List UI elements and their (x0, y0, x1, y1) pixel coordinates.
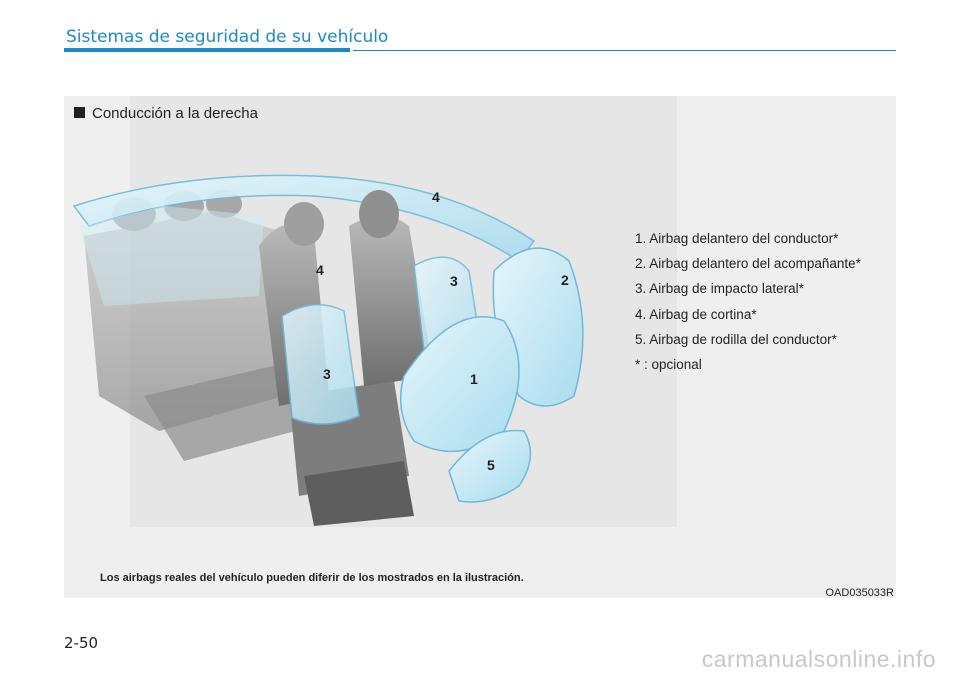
airbag-legend (635, 226, 861, 377)
header-rule-thick (64, 48, 350, 52)
figure-caption: Los airbags reales del vehículo pueden diferir de los mostrados en la ilustración. (100, 572, 524, 584)
figure-heading (74, 105, 258, 122)
section-title: Sistemas de seguridad de su vehículo (66, 27, 389, 47)
callout-1: 1 (470, 371, 478, 387)
side-airbag-driver (282, 305, 359, 424)
callout-4-side: 4 (316, 262, 324, 278)
square-bullet-icon (74, 107, 85, 118)
figure-heading-text: Conducción a la derecha (92, 105, 258, 122)
callout-2: 2 (561, 272, 569, 288)
callout-5: 5 (487, 457, 495, 473)
callout-3-passenger: 3 (450, 273, 458, 289)
legend-note: * : opcional (635, 357, 702, 373)
legend-item: 2. Airbag delantero del acompañante* (635, 256, 861, 272)
page-number: 2-50 (64, 634, 99, 652)
airbag-figure (64, 96, 896, 598)
legend-item: 3. Airbag de impacto lateral* (635, 281, 804, 297)
legend-item: 4. Airbag de cortina* (635, 306, 757, 322)
watermark: carmanualsonline.info (701, 646, 936, 672)
curtain-airbag-lower (79, 206, 264, 306)
figure-code: OAD035033R (825, 587, 894, 599)
legend-item: 1. Airbag delantero del conductor* (635, 231, 839, 246)
legend-item: 5. Airbag de rodilla del conductor* (635, 331, 837, 347)
header-rule-thin (353, 50, 896, 51)
callout-4-curtain: 4 (432, 189, 440, 205)
callout-3-driver: 3 (323, 366, 331, 382)
